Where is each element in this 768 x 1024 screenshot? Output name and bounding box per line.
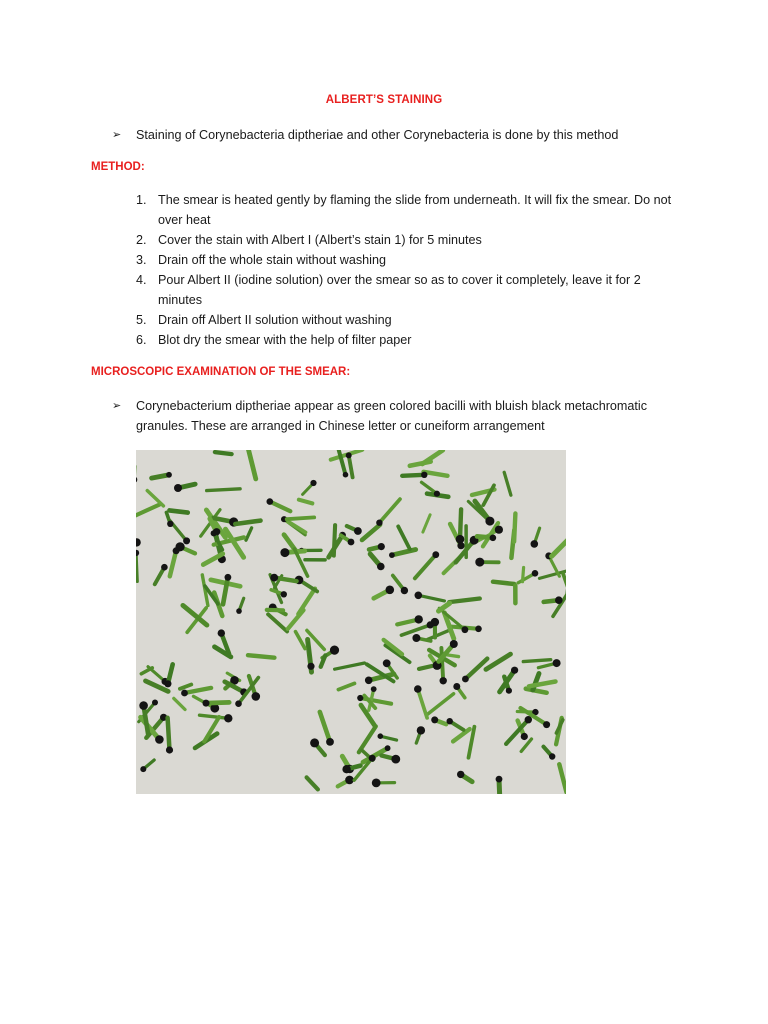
step-text: The smear is heated gently by flaming the slide from underneath. It will fix the smear. Do not over heat: [158, 193, 672, 227]
bacillus: [392, 550, 416, 556]
bacillus: [552, 539, 566, 556]
granule: [218, 629, 225, 636]
bacillus: [249, 450, 256, 479]
intro-bullet-text: Staining of Corynebacteria diptheriae and other Corynebacteria is done by this method: [136, 128, 619, 142]
granule: [225, 574, 232, 581]
bacillus: [486, 654, 511, 669]
bacillus: [428, 694, 454, 714]
bacillus: [248, 655, 274, 658]
bacillus: [410, 462, 431, 466]
method-steps-list: [136, 190, 676, 350]
granule: [281, 591, 287, 597]
granule: [414, 685, 422, 693]
bacillus: [349, 455, 353, 477]
granule: [365, 677, 373, 685]
granule: [401, 587, 408, 594]
microscopic-bullet-text: Corynebacterium diptheriae appear as green colored bacilli with bluish black metachromatic granules. These are arranged in Chinese letter or cuneiform arrangement: [136, 399, 648, 433]
method-heading: METHOD:: [91, 161, 145, 173]
step-text: Drain off the whole stain without washing: [158, 253, 386, 267]
granule: [485, 517, 494, 526]
list-item: [136, 190, 676, 230]
granule: [310, 738, 319, 747]
bacillus: [415, 555, 436, 579]
granule: [450, 640, 458, 648]
granule: [369, 755, 376, 762]
bacillus: [235, 521, 260, 524]
bacillus: [307, 777, 318, 789]
bacillus: [523, 568, 524, 582]
bacillus: [449, 599, 480, 603]
list-item: [136, 330, 676, 350]
micrograph-image: [136, 450, 566, 794]
granule: [161, 564, 168, 571]
granule: [378, 543, 385, 550]
step-number: 1.: [136, 193, 147, 207]
granule: [415, 615, 423, 623]
granule: [447, 718, 453, 724]
granule: [496, 776, 503, 783]
granule: [252, 692, 261, 701]
bacillus: [147, 491, 163, 506]
bacillus: [296, 632, 306, 649]
granule: [415, 592, 423, 600]
bacillus: [423, 515, 430, 532]
granule: [140, 766, 146, 772]
step-number: 3.: [136, 253, 147, 267]
granule: [270, 574, 278, 582]
step-number: 6.: [136, 333, 147, 347]
granule: [521, 733, 528, 740]
granule: [166, 746, 173, 753]
granule: [495, 526, 503, 534]
granule: [280, 548, 289, 557]
bacillus: [460, 509, 461, 539]
granule: [378, 733, 384, 739]
bacillus: [298, 589, 315, 615]
microscopic-heading: MICROSCOPIC EXAMINATION OF THE SMEAR:: [91, 366, 351, 378]
list-item: [136, 230, 676, 250]
granule: [203, 700, 210, 707]
bacillus: [185, 688, 212, 693]
bacillus: [170, 510, 188, 512]
bacillus: [418, 595, 444, 601]
granule: [267, 498, 274, 505]
granule: [385, 745, 391, 751]
granule: [136, 477, 137, 483]
bacillus: [320, 712, 330, 742]
granule: [372, 779, 381, 788]
bacillus: [180, 685, 191, 689]
granule: [139, 701, 148, 710]
bacillus: [270, 502, 291, 512]
bacillus: [284, 519, 305, 532]
granule: [391, 755, 400, 764]
granule: [371, 686, 377, 692]
arrow-bullet-icon: ➢: [112, 129, 122, 141]
step-number: 4.: [136, 273, 147, 287]
intro-bullet: [112, 125, 672, 145]
bacillus: [401, 625, 430, 635]
bacillus: [385, 645, 409, 662]
page-title: ALBERT’S STAINING: [325, 94, 443, 106]
granule: [475, 626, 482, 633]
granule: [456, 535, 465, 544]
granule: [506, 688, 512, 694]
granule: [235, 700, 242, 707]
granule: [211, 530, 217, 536]
bacillus: [359, 726, 376, 752]
bacillus: [419, 666, 434, 669]
granule: [386, 586, 395, 595]
granule: [490, 535, 497, 542]
granule: [136, 538, 141, 546]
bacillus: [493, 582, 514, 584]
granule: [330, 646, 339, 655]
granule: [412, 634, 420, 642]
granule: [511, 667, 518, 674]
granule: [421, 472, 427, 478]
bacillus: [136, 505, 159, 517]
granule: [155, 735, 164, 744]
granule: [174, 484, 182, 492]
bacillus: [483, 485, 494, 505]
microscopic-bullet: [112, 396, 672, 436]
granule: [434, 491, 440, 497]
bacillus: [418, 689, 427, 718]
bacillus: [170, 551, 176, 577]
granule: [164, 680, 171, 687]
granule: [236, 608, 242, 614]
granule: [224, 714, 232, 722]
bacillus: [200, 715, 229, 718]
granule: [440, 677, 447, 684]
granule: [152, 700, 158, 706]
bacillus: [174, 698, 185, 709]
list-item: [136, 250, 676, 270]
list-item: [136, 310, 676, 330]
bacillus: [559, 764, 566, 792]
bacillus: [335, 663, 365, 669]
granule: [167, 521, 173, 527]
granule: [555, 596, 563, 604]
step-number: 2.: [136, 233, 147, 247]
granule: [377, 563, 385, 571]
arrow-bullet-icon: ➢: [112, 400, 122, 412]
bacillus: [362, 525, 380, 540]
list-item: [136, 270, 676, 310]
bacillus: [523, 660, 550, 662]
granule: [532, 570, 539, 577]
step-number: 5.: [136, 313, 147, 327]
granule: [342, 765, 350, 773]
granule: [389, 552, 395, 558]
bacillus: [136, 553, 137, 582]
granule: [553, 659, 561, 667]
micrograph-svg: [136, 450, 566, 794]
granule: [549, 753, 555, 759]
granule: [383, 659, 391, 667]
step-text: Drain off Albert II solution without washing: [158, 313, 392, 327]
bacillus: [514, 514, 515, 542]
granule: [475, 558, 484, 567]
bacillus: [168, 718, 170, 750]
granule: [531, 540, 539, 548]
granule: [307, 663, 314, 670]
granule: [310, 480, 316, 486]
granule: [543, 721, 550, 728]
bacillus: [338, 683, 354, 689]
bacillus: [439, 603, 450, 611]
bacillus: [379, 499, 400, 523]
granule: [457, 771, 464, 778]
bacillus: [334, 525, 335, 555]
granule: [354, 527, 362, 535]
granule: [136, 550, 139, 556]
bacillus: [299, 500, 312, 504]
bacillus: [453, 729, 470, 741]
granule: [431, 716, 438, 723]
granule: [166, 472, 172, 478]
bacillus: [428, 629, 452, 639]
step-text: Pour Albert II (iodine solution) over the smear so as to cover it completely, leave it for 2 minutes: [158, 273, 641, 307]
granule: [348, 539, 355, 546]
granule: [343, 472, 349, 478]
granule: [326, 738, 334, 746]
step-text: Blot dry the smear with the help of filter paper: [158, 333, 412, 347]
bacillus: [521, 739, 531, 751]
granule: [173, 547, 180, 554]
granule: [183, 537, 190, 544]
granule: [427, 621, 434, 628]
granule: [525, 716, 532, 723]
granule: [453, 683, 460, 690]
bacillus: [441, 648, 443, 681]
bacillus: [287, 517, 315, 519]
granule: [417, 726, 425, 734]
granule: [376, 520, 382, 526]
bacillus: [268, 614, 287, 631]
granule: [432, 551, 439, 558]
granule: [345, 776, 354, 785]
granule: [462, 626, 469, 633]
bacillus: [207, 489, 240, 491]
bacillus: [246, 528, 252, 540]
bacillus: [402, 475, 424, 476]
bacillus: [504, 472, 511, 495]
step-text: Cover the stain with Albert I (Albert’s stain 1) for 5 minutes: [158, 233, 482, 247]
granule: [462, 676, 469, 683]
bacillus: [215, 452, 232, 454]
bacillus: [526, 689, 547, 693]
granule: [346, 452, 352, 458]
bacillus: [398, 526, 410, 549]
bacillus: [529, 682, 556, 687]
granule: [181, 690, 188, 697]
